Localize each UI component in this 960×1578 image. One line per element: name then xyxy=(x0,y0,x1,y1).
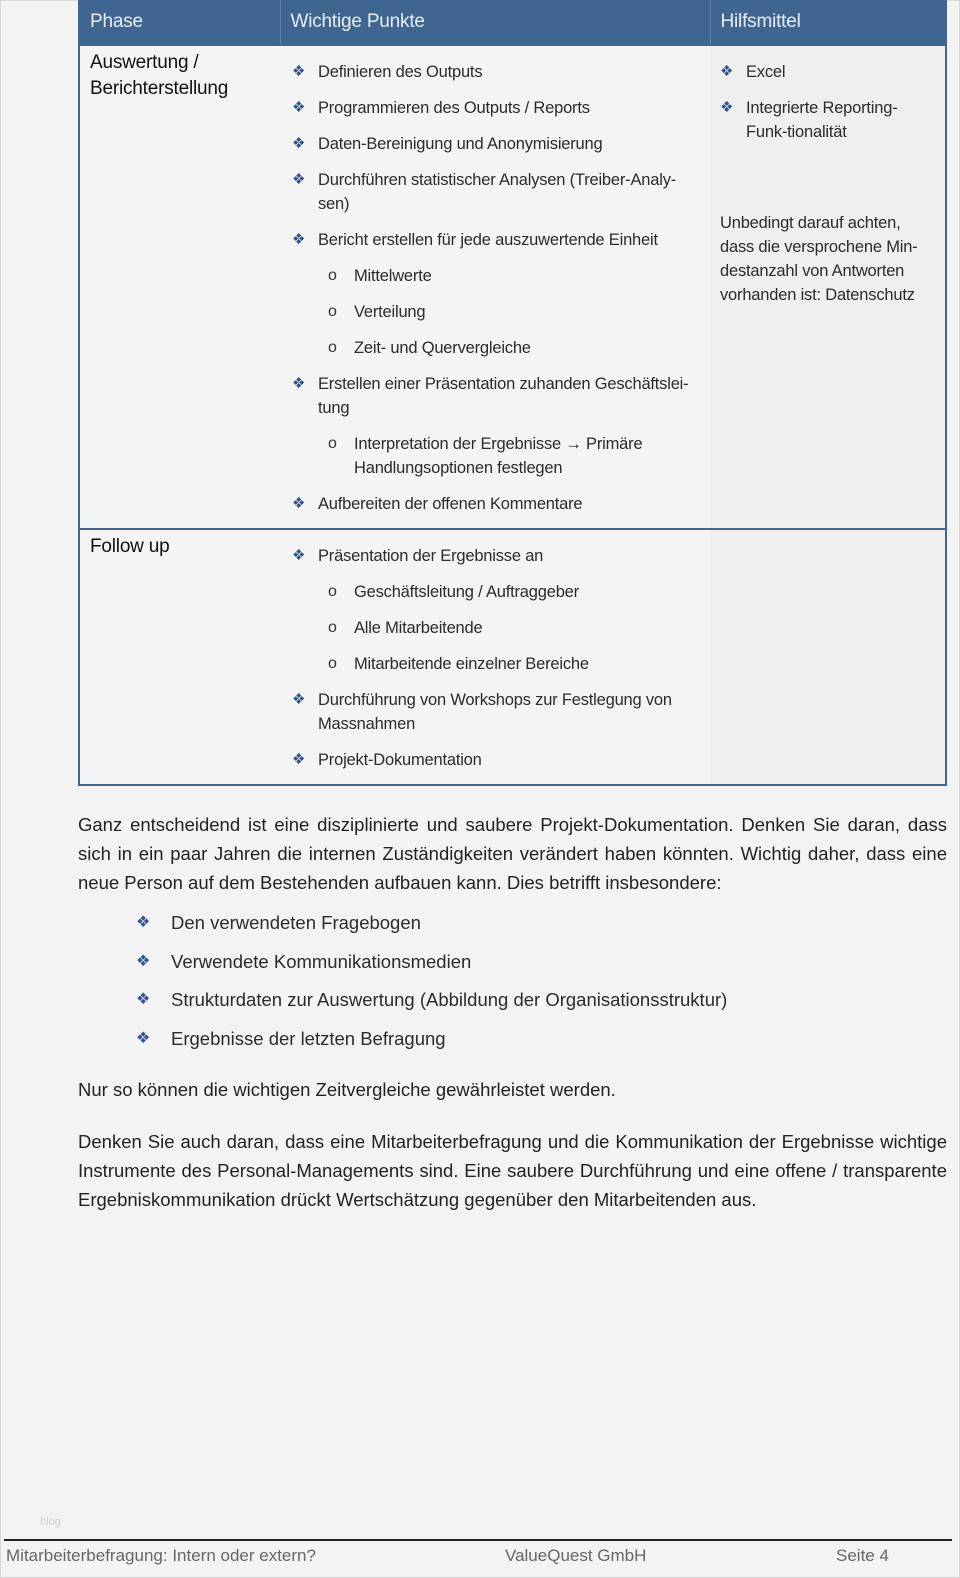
list-item xyxy=(292,372,700,420)
header-phase: Phase xyxy=(79,0,280,45)
diamond-bullet-icon: ❖ xyxy=(292,751,306,768)
list-item-text: Bericht erstellen für jede auszuwertende Einheit xyxy=(318,231,658,249)
list-item xyxy=(136,908,727,947)
points-cell xyxy=(280,529,710,785)
list-item xyxy=(136,1024,727,1063)
documentation-list xyxy=(136,908,727,1063)
table-row xyxy=(79,45,946,529)
table-header-row xyxy=(79,0,946,45)
circle-bullet-icon: o xyxy=(328,583,337,600)
diamond-bullet-icon: ❖ xyxy=(136,914,151,931)
phase-cell: Auswertung / Berichterstellung xyxy=(79,45,280,529)
diamond-bullet-icon: ❖ xyxy=(292,231,306,248)
list-item-text: Interpretation der Ergebnisse → Primäre Handlungsoptionen festlegen xyxy=(354,435,643,477)
list-item xyxy=(292,264,700,288)
list-item-text: Definieren des Outputs xyxy=(318,63,483,81)
circle-bullet-icon: o xyxy=(328,339,337,356)
list-item xyxy=(292,748,700,772)
list-item-text: Ergebnisse der letzten Befragung xyxy=(171,1028,446,1050)
tool-item xyxy=(720,96,935,144)
list-item xyxy=(136,947,727,986)
paragraph-documentation: Ganz entscheidend ist eine disziplinierte und saubere Projekt-Dokumentation. Denken Sie daran, dass sich in ein paar Jahren die internen Zuständigkeiten verändert haben könnten. Wichtig daher, dass eine neue Person auf dem Bestehenden aufbauen kann. Dies betrifft insbesondere: xyxy=(78,814,947,893)
list-item-text: Mitarbeitende einzelner Bereiche xyxy=(354,655,589,673)
list-item xyxy=(292,652,700,676)
list-item xyxy=(292,132,700,156)
points-cell xyxy=(280,45,710,529)
circle-bullet-icon: o xyxy=(328,655,337,672)
tool-item-text: Excel xyxy=(746,63,786,81)
diamond-bullet-icon: ❖ xyxy=(292,495,306,512)
list-item-text: Daten-Bereinigung und Anonymisierung xyxy=(318,135,603,153)
paragraph-instruments: Denken Sie auch daran, dass eine Mitarbeiterbefragung und die Kommunikation der Ergebnisse wichtige Instrumente des Personal-Managements sind. Eine saubere Durchführung und eine offene / transparente Ergebniskommunikation drückt Wertschätzung gegenüber den Mitarbeitenden aus. xyxy=(78,1131,947,1210)
phase-cell: Follow up xyxy=(79,529,280,785)
list-item-text: Durchführung von Workshops zur Festlegung von Massnahmen xyxy=(318,691,672,733)
list-item-text: Präsentation der Ergebnisse an xyxy=(318,547,544,565)
list-item-text: Projekt-Dokumentation xyxy=(318,751,482,769)
list-item-text: Verteilung xyxy=(354,303,426,321)
diamond-bullet-icon: ❖ xyxy=(292,375,306,392)
diamond-bullet-icon: ❖ xyxy=(720,99,734,116)
circle-bullet-icon: o xyxy=(328,435,337,452)
header-points: Wichtige Punkte xyxy=(280,0,710,45)
list-item xyxy=(292,492,700,516)
paragraph-time-comparison: Nur so können die wichtigen Zeitvergleiche gewährleistet werden. xyxy=(78,1079,616,1100)
list-item xyxy=(292,580,700,604)
list-item xyxy=(292,688,700,736)
diamond-bullet-icon: ❖ xyxy=(136,952,151,970)
list-item xyxy=(292,336,700,360)
list-item xyxy=(292,544,700,568)
list-item-text: Den verwendeten Fragebogen xyxy=(171,912,421,933)
circle-bullet-icon: o xyxy=(328,619,337,636)
header-tools: Hilfsmittel xyxy=(710,0,946,45)
list-item-text: Mittelwerte xyxy=(354,267,432,285)
list-item xyxy=(292,432,700,480)
footer-page-number: Seite 4 xyxy=(836,1546,889,1565)
diamond-bullet-icon: ❖ xyxy=(136,991,151,1009)
list-item xyxy=(292,60,700,84)
circle-bullet-icon: o xyxy=(328,303,337,320)
list-item xyxy=(292,300,700,324)
footer-title: Mitarbeiterbefragung: Intern oder extern? xyxy=(6,1546,316,1565)
list-item-text: Programmieren des Outputs / Reports xyxy=(318,99,590,117)
tool-item xyxy=(720,60,935,84)
footer-divider xyxy=(4,1539,952,1541)
list-item-text: Geschäftsleitung / Auftraggeber xyxy=(354,583,579,601)
diamond-bullet-icon: ❖ xyxy=(292,135,306,152)
watermark: blog xyxy=(40,1516,61,1528)
diamond-bullet-icon: ❖ xyxy=(292,99,306,116)
list-item xyxy=(292,616,700,640)
list-item xyxy=(136,985,727,1024)
diamond-bullet-icon: ❖ xyxy=(292,691,306,708)
list-item xyxy=(292,96,700,120)
list-item-text: Strukturdaten zur Auswertung (Abbildung der Organisationsstruktur) xyxy=(171,989,728,1011)
list-item-text: Alle Mitarbeitende xyxy=(354,619,483,637)
list-item xyxy=(292,228,700,252)
diamond-bullet-icon: ❖ xyxy=(136,1030,151,1048)
tool-item-text: Integrierte Reporting-Funk-tionalität xyxy=(746,99,898,141)
list-item xyxy=(292,168,700,216)
diamond-bullet-icon: ❖ xyxy=(292,171,306,188)
tools-cell xyxy=(710,45,946,529)
tools-note: Unbedingt darauf achten, dass die versprochene Min-destanzahl von Antworten vorhanden ist: Datenschutz xyxy=(720,214,918,304)
diamond-bullet-icon: ❖ xyxy=(292,63,306,80)
list-item-text: Aufbereiten der offenen Kommentare xyxy=(318,495,583,513)
tools-cell xyxy=(710,529,946,785)
diamond-bullet-icon: ❖ xyxy=(292,547,306,564)
phase-table xyxy=(78,0,947,786)
diamond-bullet-icon: ❖ xyxy=(720,63,734,80)
list-item-text: Durchführen statistischer Analysen (Treiber-Analy-sen) xyxy=(318,171,677,213)
circle-bullet-icon: o xyxy=(328,267,337,284)
list-item-text: Erstellen einer Präsentation zuhanden Geschäftslei-tung xyxy=(318,375,689,417)
list-item-text: Verwendete Kommunikationsmedien xyxy=(171,950,472,972)
table-row xyxy=(79,529,946,785)
footer-company: ValueQuest GmbH xyxy=(505,1546,647,1565)
list-item-text: Zeit- und Quervergleiche xyxy=(354,339,531,357)
